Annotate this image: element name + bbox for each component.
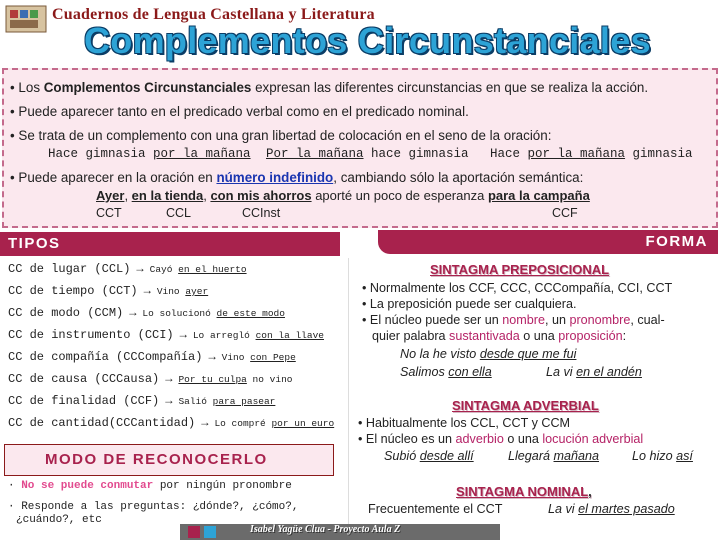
tipo-example-underlined: con Pepe (250, 352, 296, 363)
ex4-mid: aporté un poco de esperanza (311, 188, 488, 203)
tipo-row (8, 372, 292, 386)
intro-example-1 (48, 147, 251, 161)
page-title: Complementos Circunstanciales (84, 20, 651, 61)
nom-example-1: Frecuentemente el CCT (368, 502, 503, 516)
intro-b1-pre: Los (18, 80, 44, 95)
book-logo-icon (4, 4, 48, 34)
forma-header-bar (378, 230, 718, 254)
intro-b1-bold: Complementos Circunstanciales (43, 80, 252, 95)
prep-l3-mid: , un (544, 313, 570, 327)
adv-l2-b2: locución adverbial (542, 432, 644, 446)
intro-box (2, 68, 718, 228)
prep-l4-b1: sustantivada (449, 329, 520, 343)
tipo-example-pre: Lo solucionó (142, 308, 217, 319)
prep-line-3: • El núcleo puede ser un nombre, un pronombre, cual- (362, 313, 665, 327)
tipo-example-underlined: para pasear (212, 396, 276, 407)
footer-credit-bar (180, 522, 500, 540)
adv-ex3-pre: Lo hizo (632, 449, 677, 463)
tipos-header: TIPOS (8, 235, 61, 252)
ex2-u: Por la mañana (266, 147, 364, 161)
tipo-label: CC de cantidad(CCCantidad) (8, 416, 196, 430)
label-ccinst: CCInst (242, 206, 281, 220)
tipo-example-post: no vino (246, 374, 293, 385)
modo-line-1: · No se puede conmutar por ningún pronombre (8, 480, 292, 492)
tipo-row (8, 284, 208, 298)
prep-line-2: • La preposición puede ser cualquiera. (362, 297, 577, 311)
arrow-right-icon: → (165, 394, 173, 408)
ex1-u: por la mañana (153, 147, 251, 161)
adv-ex2-pre: Llegará (508, 449, 554, 463)
adv-ex1-u: desde allí (419, 449, 474, 463)
tipo-example-pre: Vino (221, 352, 251, 363)
prep-l3-b1: nombre (502, 313, 545, 327)
nom-title (456, 484, 592, 499)
intro-b4-post: , cambiando sólo la aportación semántica: (333, 170, 584, 185)
modo-l2: Responde a las preguntas: ¿dónde?, ¿cómo?, (21, 501, 299, 513)
tipo-label: CC de causa (CCCausa) (8, 372, 160, 386)
adv-example-2 (508, 449, 599, 463)
adv-l1: Habitualmente los CCL, CCT y CCM (365, 416, 571, 430)
tipo-label: CC de modo (CCM) (8, 306, 124, 320)
modo-l1-bold: No se puede conmutar (21, 480, 154, 492)
tipo-label: CC de instrumento (CCI) (8, 328, 174, 342)
ex4-b: en la tienda (131, 188, 204, 203)
tipo-label: CC de finalidad (CCF) (8, 394, 160, 408)
tipo-label: CC de tiempo (CCT) (8, 284, 138, 298)
tipo-example-underlined: Por tu culpa (178, 374, 247, 385)
arrow-right-icon: → (165, 372, 173, 386)
ex2-post: hace gimnasia (363, 147, 469, 161)
adv-ex2-u: mañana (553, 449, 600, 463)
tipo-example-pre: Lo arregló (192, 330, 256, 341)
header-subtitle: Cuadernos de Lengua Castellana y Literatura (52, 6, 375, 23)
nom-example-2 (548, 502, 675, 516)
intro-b3-text: Se trata de un complemento con una gran libertad de colocación en el seno de la oración: (18, 128, 552, 143)
intro-b2-text: Puede aparecer tanto en el predicado verbal como en el predicado nominal. (18, 104, 469, 119)
arrow-right-icon: → (208, 350, 216, 364)
nom-ex2-pre: La vi (548, 502, 579, 516)
adv-ex3-u: así (676, 449, 693, 463)
adv-line-2: • El núcleo es un adverbio o una locución adverbial (358, 432, 644, 446)
tipo-label: CC de lugar (CCL) (8, 262, 131, 276)
prep-l1: Normalmente los CCF, CCC, CCCompañía, CCI, CCT (369, 281, 673, 295)
prep-line-1: • Normalmente los CCF, CCC, CCCompañía, CCI, CCT (362, 281, 673, 295)
prep-l4-post: : (622, 329, 627, 343)
prep-l3-b2: pronombre (569, 313, 631, 327)
tipo-example-pre: Cayó (149, 264, 179, 275)
tipo-example (178, 374, 292, 385)
prep-title: SINTAGMA PREPOSICIONAL (430, 262, 610, 277)
intro-b4-bold: número indefinido (216, 170, 334, 185)
intro-example-4 (96, 188, 590, 203)
ex3-u: por la mañana (527, 147, 626, 161)
tipo-row (8, 394, 275, 408)
tipo-row (8, 262, 247, 276)
prep-ex1-pre: No la he visto (400, 347, 480, 361)
adv-title: SINTAGMA ADVERBIAL (452, 398, 599, 413)
tipo-example (150, 264, 247, 275)
prep-l2: La preposición puede ser cualquiera. (369, 297, 577, 311)
tipo-example-underlined: ayer (185, 286, 209, 297)
column-divider (348, 258, 349, 528)
tipo-example (222, 352, 296, 363)
tipo-example (214, 418, 334, 429)
ex4-d: para la campaña (487, 188, 590, 203)
adv-l2-mid: o una (503, 432, 543, 446)
prep-l3-post: , cual- (630, 313, 665, 327)
footer-credit: Isabel Yagüe Clua - Proyecto Aula Z (250, 524, 401, 535)
modo-line-2: · Responde a las preguntas: ¿dónde?, ¿cómo?, (8, 501, 299, 513)
modo-header: MODO DE RECONOCERLO (45, 451, 268, 468)
modo-l1-post: por ningún pronombre (153, 480, 292, 492)
tipo-example-pre: Vino (156, 286, 186, 297)
prep-l3-pre: El núcleo puede ser un (369, 313, 503, 327)
tipo-example-pre: Lo compré (214, 418, 272, 429)
nom-ex2-u: el martes pasado (578, 502, 675, 516)
arrow-right-icon: → (143, 284, 151, 298)
ex3-post: gimnasia (625, 147, 693, 161)
intro-bullet-1: • Los Complementos Circunstanciales expresan las diferentes circunstancias en que se realiza la acción. (10, 80, 649, 95)
ex1-pre: Hace gimnasia (48, 147, 154, 161)
intro-example-2 (266, 147, 469, 161)
header (0, 0, 720, 68)
prep-line-4 (372, 329, 626, 343)
tipo-example-pre: Salió (178, 396, 213, 407)
prep-example-2 (400, 365, 492, 379)
nom-title-text: SINTAGMA NOMINAL (456, 484, 589, 499)
ex4-sep1: , (124, 188, 132, 203)
intro-b4-pre: Puede aparecer en la oración en (18, 170, 217, 185)
tipo-example (178, 396, 275, 407)
adv-ex1-pre: Subió (384, 449, 420, 463)
arrow-right-icon: → (136, 262, 144, 276)
ex4-c: con mis ahorros (210, 188, 312, 203)
prep-ex2-pre: Salimos (400, 365, 449, 379)
adv-l2-b1: adverbio (455, 432, 504, 446)
adv-l2-pre: El núcleo es un (365, 432, 456, 446)
label-cct: CCT (96, 206, 122, 220)
adv-example-3 (632, 449, 693, 463)
prep-ex3-u: en el andén (576, 365, 642, 379)
tipo-example (142, 308, 285, 319)
prep-ex1-u: desde que me fui (479, 347, 577, 361)
tipo-example-underlined: en el huerto (178, 264, 247, 275)
arrow-right-icon: → (129, 306, 137, 320)
nom-title-post: , (588, 484, 592, 499)
forma-header: FORMA (645, 233, 708, 250)
arrow-right-icon: → (201, 416, 209, 430)
prep-example-3 (546, 365, 642, 379)
modo-header-box (4, 444, 334, 476)
tipo-row (8, 350, 296, 364)
intro-bullet-2: • Puede aparecer tanto en el predicado verbal como en el predicado nominal. (10, 104, 469, 119)
ex3-pre: Hace (490, 147, 528, 161)
adv-example-1 (384, 449, 474, 463)
prep-l4-mid: o una (519, 329, 559, 343)
tipo-example (193, 330, 324, 341)
prep-l4-b2: proposición (558, 329, 623, 343)
tipos-header-bar (0, 232, 340, 256)
ex4-sep2: , (203, 188, 211, 203)
arrow-right-icon: → (179, 328, 187, 342)
adv-line-1: • Habitualmente los CCL, CCT y CCM (358, 416, 571, 430)
tipo-example-underlined: con la llave (255, 330, 324, 341)
prep-l4-pre: quier palabra (372, 329, 450, 343)
label-ccl: CCL (166, 206, 192, 220)
ex4-a: Ayer (96, 188, 125, 203)
prep-ex2-u: con ella (448, 365, 492, 379)
intro-example-3 (490, 147, 693, 161)
tipo-example-underlined: por un euro (271, 418, 335, 429)
label-ccf: CCF (552, 206, 578, 220)
intro-b1-post: expresan las diferentes circunstancias en que se realiza la acción. (251, 80, 649, 95)
tipo-row (8, 416, 334, 430)
tipo-row (8, 328, 324, 342)
prep-example-1 (400, 347, 576, 361)
modo-line-3: ¿cuándo?, etc (16, 514, 102, 526)
tipo-row (8, 306, 285, 320)
intro-bullet-3: • Se trata de un complemento con una gran libertad de colocación en el seno de la oración: (10, 128, 552, 143)
tipo-example (157, 286, 208, 297)
prep-ex3-pre: La vi (546, 365, 577, 379)
intro-bullet-4: • Puede aparecer en la oración en número indefinido, cambiando sólo la aportación semántica: (10, 170, 584, 185)
tipo-label: CC de compañía (CCCompañía) (8, 350, 203, 364)
tipo-example-underlined: de este modo (216, 308, 285, 319)
